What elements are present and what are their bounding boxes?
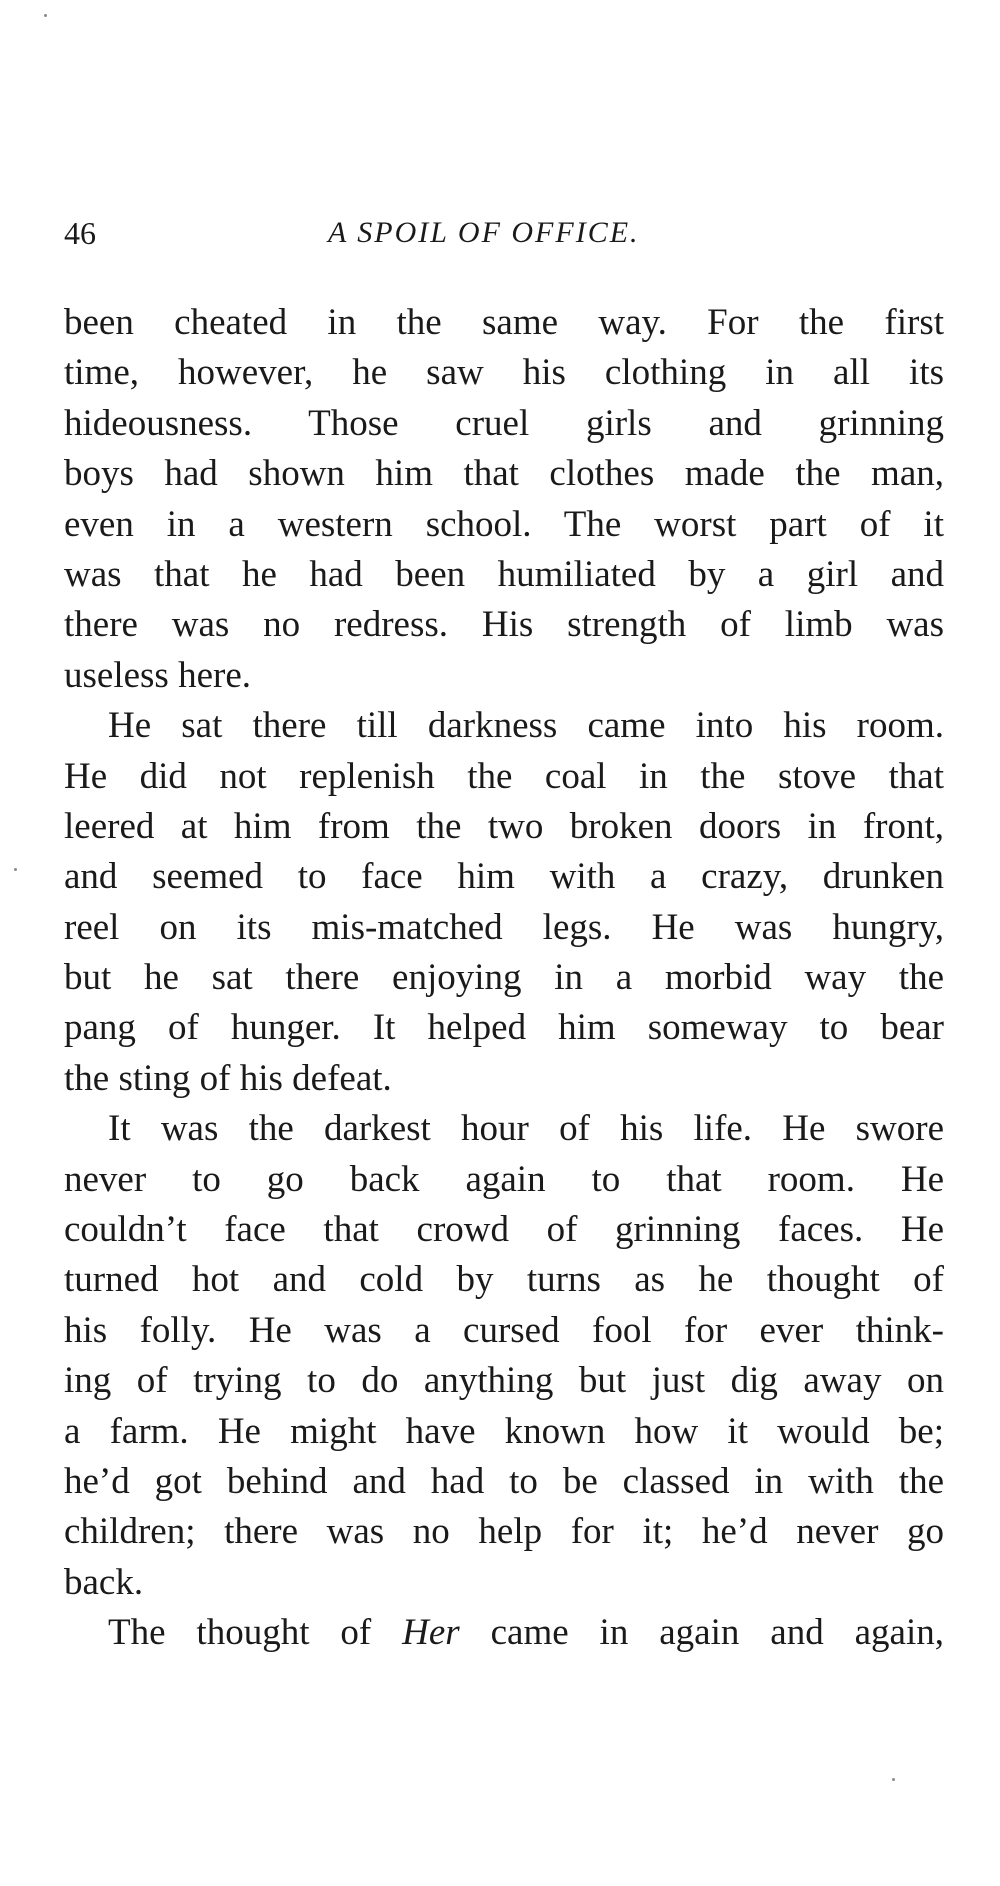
body-text — [64, 298, 944, 1659]
text-line: reel on its mis-matched legs. He was hungry, — [64, 906, 944, 948]
text-line: a farm. He might have known how it would be; — [64, 1410, 944, 1452]
text-line: the sting of his defeat. — [64, 1057, 392, 1099]
text-line: been cheated in the same way. For the first — [64, 302, 944, 343]
text-line-final — [64, 1608, 944, 1658]
text-line: but he sat there enjoying in a morbid way the — [64, 957, 944, 999]
text-line: was that he had been humiliated by a girl and — [64, 553, 944, 595]
text-line: his folly. He was a cursed fool for ever think- — [64, 1309, 944, 1351]
text-line: children; there was no help for it; he’d never go — [64, 1511, 944, 1553]
text-segment: The thought of — [108, 1612, 403, 1654]
text-line: He sat there till darkness came into his room. — [108, 705, 944, 747]
text-line: He did not replenish the coal in the stove that — [64, 755, 944, 797]
text-segment: came in again and again, — [459, 1612, 944, 1654]
text-line: pang of hunger. It helped him someway to bear — [64, 1007, 944, 1049]
paper-speck — [44, 14, 47, 17]
text-line: and seemed to face him with a crazy, drunken — [64, 856, 944, 898]
text-line: ing of trying to do anything but just dig away on — [64, 1360, 944, 1402]
paper-speck — [14, 868, 17, 871]
running-title: A SPOIL OF OFFICE. — [328, 216, 640, 249]
text-line: he’d got behind and had to be classed in with the — [64, 1460, 944, 1502]
page-header — [64, 208, 944, 258]
text-line: never to go back again to that room. He — [64, 1158, 944, 1200]
text-line: back. — [64, 1561, 144, 1603]
page-number: 46 — [64, 215, 96, 251]
italic-word: Her — [402, 1612, 460, 1654]
text-line: boys had shown him that clothes made the man, — [64, 453, 944, 495]
paper-speck — [892, 1778, 895, 1781]
text-line: useless here. — [64, 654, 251, 696]
text-line: turned hot and cold by turns as he thought of — [64, 1259, 944, 1301]
text-line: leered at him from the two broken doors in front, — [64, 805, 944, 847]
text-line: couldn’t face that crowd of grinning faces. He — [64, 1209, 944, 1251]
text-line: there was no redress. His strength of limb was — [64, 604, 944, 646]
text-line: time, however, he saw his clothing in all its — [64, 352, 944, 394]
text-line: even in a western school. The worst part of it — [64, 503, 944, 545]
text-line: It was the darkest hour of his life. He swore — [108, 1108, 944, 1150]
text-line: hideousness. Those cruel girls and grinning — [64, 402, 944, 444]
